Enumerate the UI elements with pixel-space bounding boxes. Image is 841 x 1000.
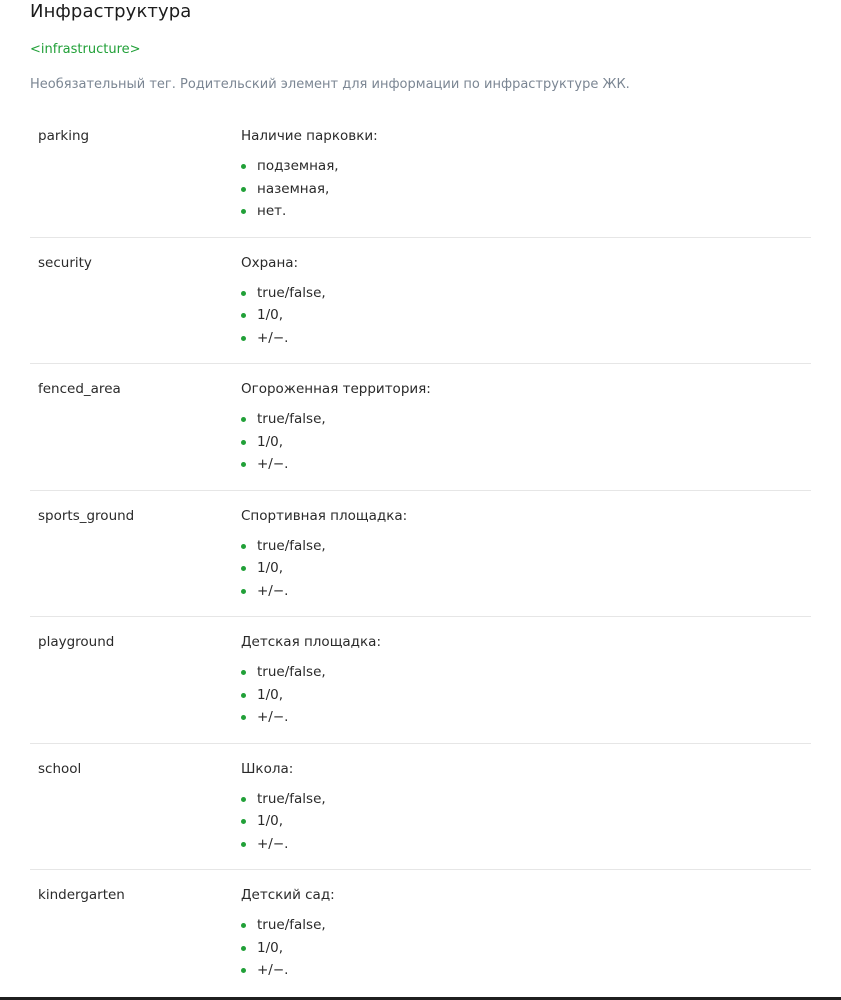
table-row bbox=[30, 111, 811, 238]
option-text: +/−. bbox=[257, 709, 289, 726]
option-text: 1/0, bbox=[257, 307, 284, 324]
options-list bbox=[241, 788, 326, 856]
bullet-icon bbox=[241, 544, 246, 549]
param-name: security bbox=[38, 254, 92, 271]
option-text: +/−. bbox=[257, 329, 289, 346]
param-label: Спортивная площадка: bbox=[241, 507, 408, 524]
list-item bbox=[241, 914, 335, 937]
bullet-icon bbox=[241, 187, 246, 192]
table-row bbox=[30, 364, 811, 491]
section-title: Инфраструктура bbox=[30, 1, 192, 22]
param-details bbox=[241, 887, 335, 982]
bullet-icon bbox=[241, 670, 246, 675]
param-details bbox=[241, 381, 431, 476]
list-item bbox=[241, 959, 335, 982]
param-details bbox=[241, 508, 407, 603]
bullet-icon bbox=[241, 440, 246, 445]
table-row bbox=[30, 744, 811, 871]
list-item bbox=[241, 200, 378, 223]
list-item bbox=[241, 535, 407, 558]
options-list bbox=[241, 282, 326, 350]
table-row bbox=[30, 617, 811, 744]
bullet-icon bbox=[241, 946, 246, 951]
option-text: true/false, bbox=[257, 664, 326, 680]
bullet-icon bbox=[241, 923, 246, 928]
option-text: true/false, bbox=[257, 284, 326, 301]
bullet-icon bbox=[241, 693, 246, 698]
bullet-icon bbox=[241, 819, 246, 824]
list-item bbox=[241, 557, 407, 580]
option-text: true/false, bbox=[257, 411, 326, 427]
option-text: true/false, bbox=[257, 917, 326, 933]
bullet-icon bbox=[241, 589, 246, 594]
option-text: нет. bbox=[257, 203, 287, 220]
option-text: +/−. bbox=[257, 835, 289, 852]
xml-tag: <infrastructure> bbox=[30, 42, 141, 57]
option-text: +/−. bbox=[257, 582, 289, 599]
param-label: Детский сад: bbox=[241, 887, 335, 903]
option-text: 1/0, bbox=[257, 433, 284, 450]
list-item bbox=[241, 684, 381, 707]
param-details bbox=[241, 255, 326, 350]
list-item bbox=[241, 431, 431, 454]
param-name: playground bbox=[38, 634, 115, 650]
param-details bbox=[241, 634, 381, 729]
param-label: Наличие парковки: bbox=[241, 128, 378, 144]
list-item bbox=[241, 937, 335, 960]
option-text: 1/0, bbox=[257, 686, 284, 703]
table-row bbox=[30, 238, 811, 365]
option-text: true/false, bbox=[257, 790, 326, 807]
list-item bbox=[241, 155, 378, 178]
bullet-icon bbox=[241, 462, 246, 467]
bullet-icon bbox=[241, 209, 246, 214]
bullet-icon bbox=[241, 313, 246, 318]
list-item bbox=[241, 580, 407, 603]
option-text: наземная, bbox=[257, 180, 330, 197]
bullet-icon bbox=[241, 291, 246, 296]
option-text: +/−. bbox=[257, 962, 289, 979]
param-name: sports_ground bbox=[38, 507, 135, 524]
bullet-icon bbox=[241, 842, 246, 847]
list-item bbox=[241, 833, 326, 856]
bullet-icon bbox=[241, 797, 246, 802]
list-item bbox=[241, 661, 381, 684]
option-text: подземная, bbox=[257, 158, 339, 174]
param-details bbox=[241, 128, 378, 223]
option-text: 1/0, bbox=[257, 939, 284, 956]
list-item bbox=[241, 282, 326, 305]
table-row bbox=[30, 491, 811, 618]
bullet-icon bbox=[241, 968, 246, 973]
options-list bbox=[241, 535, 407, 603]
options-list bbox=[241, 914, 335, 982]
option-text: +/−. bbox=[257, 456, 289, 473]
options-list bbox=[241, 155, 378, 223]
list-item bbox=[241, 408, 431, 431]
param-label: Огороженная территория: bbox=[241, 381, 431, 397]
list-item bbox=[241, 788, 326, 811]
list-item bbox=[241, 810, 326, 833]
options-list bbox=[241, 408, 431, 476]
param-details bbox=[241, 761, 326, 856]
options-list bbox=[241, 661, 381, 729]
bullet-icon bbox=[241, 336, 246, 341]
bullet-icon bbox=[241, 417, 246, 422]
table-row bbox=[30, 870, 811, 997]
option-text: true/false, bbox=[257, 537, 326, 554]
list-item bbox=[241, 706, 381, 729]
list-item bbox=[241, 453, 431, 476]
section-description: Необязательный тег. Родительский элемент для информации по инфраструктуре ЖК. bbox=[30, 77, 630, 92]
param-name: school bbox=[38, 760, 82, 777]
param-label: Школа: bbox=[241, 760, 294, 777]
option-text: 1/0, bbox=[257, 813, 284, 830]
list-item bbox=[241, 304, 326, 327]
param-name: fenced_area bbox=[38, 381, 121, 397]
params-table bbox=[30, 111, 811, 997]
bullet-icon bbox=[241, 715, 246, 720]
list-item bbox=[241, 327, 326, 350]
param-label: Детская площадка: bbox=[241, 634, 381, 650]
list-item bbox=[241, 178, 378, 201]
option-text: 1/0, bbox=[257, 560, 284, 577]
param-name: parking bbox=[38, 128, 90, 144]
param-label: Охрана: bbox=[241, 254, 299, 271]
param-name: kindergarten bbox=[38, 887, 125, 903]
bullet-icon bbox=[241, 566, 246, 571]
bullet-icon bbox=[241, 164, 246, 169]
